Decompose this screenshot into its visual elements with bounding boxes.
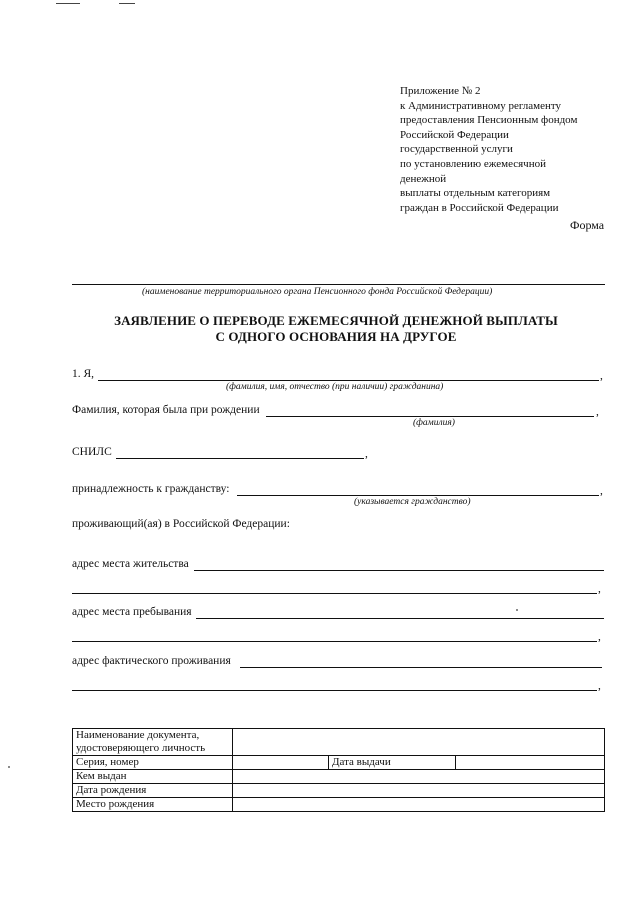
appendix-line: предоставления Пенсионным фондом [400,114,578,127]
appendix-line: выплаты отдельным категориям [400,187,551,200]
birth-date-label: Дата рождения [73,784,233,798]
series-number-cell[interactable] [233,756,329,770]
stay-address-line[interactable] [196,618,604,619]
birth-surname-caption: (фамилия) [413,418,455,428]
identity-document-table [72,728,605,812]
appendix-line: государственной услуги [400,143,513,156]
residence-address-line-2[interactable] [72,593,597,594]
comma: , [600,370,603,382]
appendix-line: граждан в Российской Федерации [400,201,559,214]
birth-date-cell[interactable] [233,784,605,798]
comma: , [598,680,601,692]
issue-date-cell[interactable] [456,756,605,770]
birth-surname-label: Фамилия, которая была при рождении [72,404,260,416]
ya-label: 1. Я, [72,368,95,380]
table-row [73,798,605,812]
appendix-line: к Административному регламенту [400,99,562,112]
actual-address-line[interactable] [240,667,602,668]
citizenship-caption: (указывается гражданство) [354,497,471,507]
doc-name-cell[interactable] [233,729,605,756]
birth-place-cell[interactable] [233,798,605,812]
snils-line[interactable] [116,458,364,459]
stay-address-line-2[interactable] [72,641,597,642]
birth-surname-line[interactable] [266,416,594,417]
stay-address-label: адрес места пребывания [72,606,192,618]
comma: , [598,583,601,595]
table-row [73,770,605,784]
full-name-line[interactable] [98,380,599,381]
actual-address-label: адрес фактического проживания [72,655,231,667]
birth-place-label: Место рождения [73,798,233,812]
series-number-label: Серия, номер [73,756,233,770]
table-row [73,729,605,756]
document-title-line1: ЗАЯВЛЕНИЕ О ПЕРЕВОДЕ ЕЖЕМЕСЯЧНОЙ ДЕНЕЖНОЙ ВЫПЛАТЫ [114,313,558,328]
residence-address-label: адрес места жительства [72,558,189,570]
comma: , [598,631,601,643]
comma: , [596,406,599,418]
appendix-line: денежной [400,172,447,185]
full-name-caption: (фамилия, имя, отчество (при наличии) гражданина) [226,382,444,392]
organ-caption: (наименование территориального органа Пенсионного фонда Российской Федерации) [142,287,493,297]
document-title-line2: С ОДНОГО ОСНОВАНИЯ НА ДРУГОЕ [215,329,457,344]
issued-by-cell[interactable] [233,770,605,784]
appendix-line: Приложение № 2 [400,85,481,97]
form-label: Форма [570,218,605,232]
organ-name-line[interactable] [72,284,605,285]
scan-mark-left [56,3,80,4]
citizenship-line[interactable] [237,495,599,496]
scan-speck [516,609,518,611]
table-row [73,756,605,770]
appendix-block [400,84,610,215]
table-row [73,784,605,798]
actual-address-line-2[interactable] [72,690,597,691]
issued-by-label: Кем выдан [73,770,233,784]
doc-name-label: Наименование документа, удостоверяющего личность [73,729,233,756]
residence-address-line[interactable] [194,570,604,571]
scan-mark-right [119,3,135,4]
citizenship-label: принадлежность к гражданству: [72,483,230,495]
residing-label: проживающий(ая) в Российской Федерации: [72,518,290,530]
appendix-line: Российской Федерации [400,128,509,141]
issue-date-label: Дата выдачи [329,756,456,770]
comma: , [365,448,368,460]
comma: , [600,485,603,497]
appendix-line: по установлению ежемесячной [400,157,546,170]
scan-speck [8,766,10,768]
snils-label: СНИЛС [72,446,112,458]
